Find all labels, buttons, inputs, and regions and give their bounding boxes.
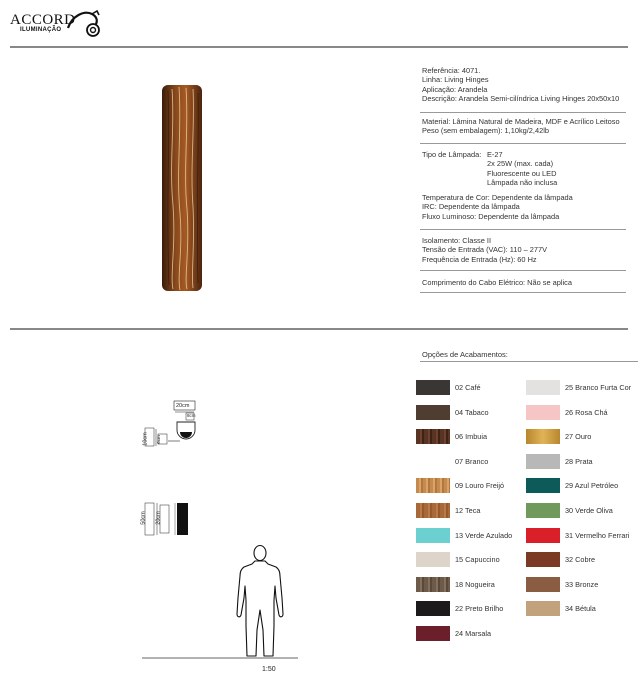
spec-lamp-type: Fluorescente ou LED: [487, 168, 557, 178]
brand-tagline: ILUMINAÇÃO: [20, 27, 62, 33]
finish-label: 31 Vermelho Ferrari: [565, 530, 630, 540]
finish-swatch: [416, 454, 450, 469]
finish-swatch: [416, 601, 450, 616]
spec-voltage: Tensão de Entrada (VAC): 110 – 277V: [422, 245, 548, 255]
finish-swatch: [416, 478, 450, 493]
finish-label: 09 Louro Freijó: [455, 481, 505, 491]
finish-label: 33 Bronze: [565, 579, 599, 589]
spec-separator: [420, 112, 626, 113]
finish-swatch: [416, 429, 450, 444]
spec-separator: [420, 143, 626, 144]
finish-label: 25 Branco Furta Cor: [565, 383, 632, 392]
dim-top-width: 20cm: [176, 403, 190, 409]
spec-application: Aplicação: Arandela: [422, 84, 488, 94]
finish-swatch: [526, 405, 560, 420]
spec-color-temp: Temperatura de Cor: Dependente da lâmpada: [422, 193, 573, 202]
finish-swatch: [526, 380, 560, 395]
spec-separator: [420, 292, 626, 293]
spec-lamp-power: 2x 25W (max. cada): [487, 159, 554, 169]
spec-material: Material: Lâmina Natural de Madeira, MDF e Acrílico Leitoso: [422, 117, 620, 126]
middle-divider: [10, 328, 628, 330]
finish-swatch: [526, 503, 560, 518]
dim-front-height: 50cm: [140, 511, 147, 525]
finish-swatch: [416, 380, 450, 395]
finish-label: 02 Café: [455, 383, 481, 392]
finish-label: 29 Azul Petróleo: [565, 481, 619, 491]
dimension-drawing-side-view: [140, 396, 210, 452]
finish-swatch: [526, 552, 560, 567]
spec-lamp-socket: E-27: [487, 150, 503, 159]
dim-front-inner: 20cm: [155, 511, 162, 525]
spec-luminous-flux: Fluxo Luminoso: Dependente da lâmpada: [422, 211, 560, 221]
finish-label: 26 Rosa Chá: [565, 407, 608, 417]
finish-swatch: [416, 503, 450, 518]
spec-lamp-label: Tipo de Lâmpada:: [422, 150, 482, 159]
finish-label: 12 Teca: [455, 506, 481, 515]
finish-swatch: [526, 528, 560, 543]
spec-irc: IRC: Dependente da lâmpada: [422, 202, 520, 212]
finish-swatch: [526, 577, 560, 592]
product-image: [160, 85, 204, 293]
finishes-title: Opções de Acabamentos:: [422, 350, 508, 359]
finish-label: 04 Tabaco: [455, 407, 489, 417]
human-scale-figure: [140, 540, 300, 664]
finish-swatch: [526, 454, 560, 469]
spec-separator: [420, 270, 626, 271]
spec-block-material: [422, 117, 620, 136]
finish-label: 06 Imbuia: [455, 432, 488, 442]
top-divider: [10, 46, 628, 48]
finish-label: 34 Bétula: [565, 604, 596, 614]
finish-label: 32 Cobre: [565, 555, 596, 565]
finish-swatch: [416, 552, 450, 567]
spec-block-lamp: [487, 150, 557, 187]
spec-block-electrical: [422, 236, 547, 264]
drawing-scale: 1:50: [262, 666, 276, 673]
finish-swatch: [526, 601, 560, 616]
finish-swatch: [416, 528, 450, 543]
finish-label: 28 Prata: [565, 456, 593, 466]
spec-separator: [420, 229, 626, 230]
spec-description: Descrição: Arandela Semi-cilíndrica Living Hinges 20x50x10: [422, 93, 620, 103]
finish-label: 13 Verde Azulado: [455, 530, 513, 540]
spec-lamp-note: Lâmpada não inclusa: [487, 177, 558, 187]
logo-horse-icon: [62, 6, 106, 40]
spec-weight: Peso (sem embalagem): 1,10kg/2,42lb: [422, 126, 549, 136]
spec-insulation: Isolamento: Classe II: [422, 236, 492, 245]
dim-side-height: 10cm: [142, 432, 149, 446]
finish-label: 27 Ouro: [565, 432, 592, 442]
finishes-underline: [420, 361, 638, 362]
finish-swatch: [526, 429, 560, 444]
finish-label: 30 Verde Oliva: [565, 506, 613, 515]
finish-label: 22 Preto Brilho: [455, 604, 504, 614]
spec-reference: Referência: 4071.: [422, 66, 481, 75]
spec-block-identity: [422, 66, 619, 103]
spec-line: Linha: Living Hinges: [422, 75, 489, 85]
spec-frequency: Frequência de Entrada (Hz): 60 Hz: [422, 254, 537, 264]
spec-cable: Comprimento do Cabo Elétrico: Não se aplica: [422, 278, 572, 287]
dim-top-depth: 8cm: [187, 413, 196, 418]
dimension-drawing-front-view: [142, 500, 194, 538]
finish-label: 15 Capuccino: [455, 555, 500, 565]
finish-swatch: [416, 626, 450, 641]
finish-label: 18 Nogueira: [455, 579, 495, 589]
finish-swatch: [416, 577, 450, 592]
finish-swatch: [526, 478, 560, 493]
spec-block-light: [422, 193, 573, 221]
dim-side-small: 6cm: [155, 435, 161, 444]
finish-label: 07 Branco: [455, 456, 489, 466]
brand-name: ACCORD: [10, 12, 76, 28]
finish-swatch: [416, 405, 450, 420]
finish-label: 24 Marsala: [455, 629, 492, 638]
